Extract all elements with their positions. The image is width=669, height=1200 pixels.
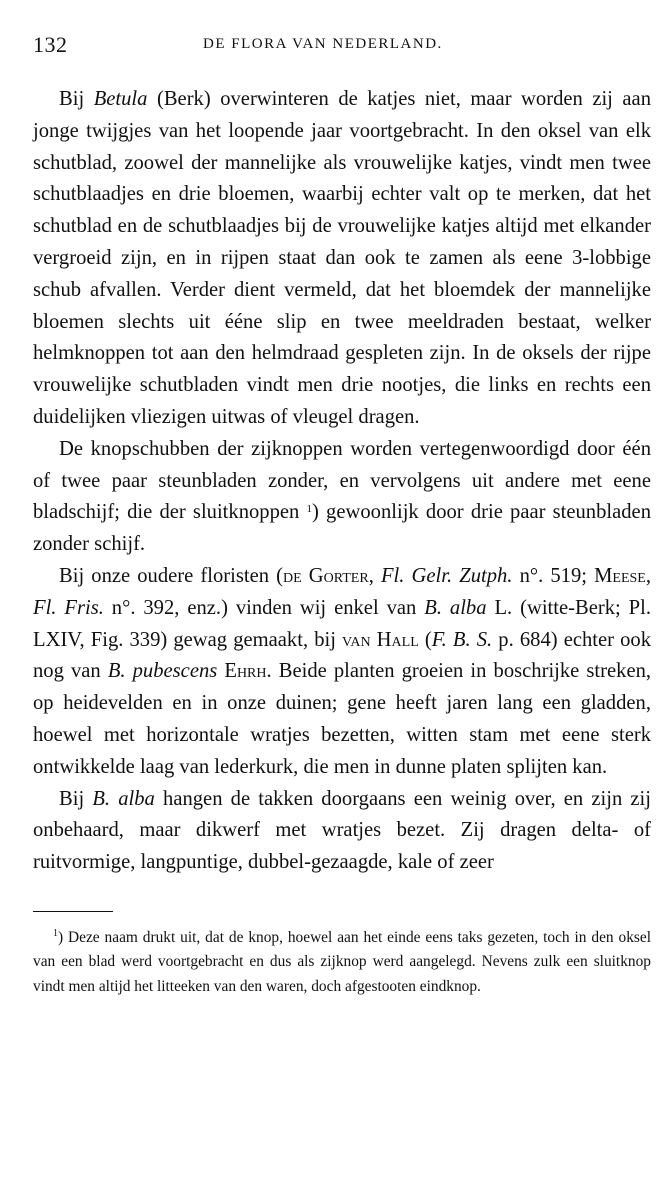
text-run: De knopschubben der zijknoppen worden vertegenwoordigd door één of twee paar steunbladen zonder, en vervolgens uit andere met eene bladschijf; die der sluitknoppen bbox=[33, 437, 651, 524]
work-title: Fl. Fris. bbox=[33, 596, 104, 619]
text-run: Bij bbox=[59, 787, 93, 810]
text-run: ( bbox=[418, 628, 432, 651]
text-run: L. (witte-Berk; Pl. LXIV, Fig. 339) gewag gemaakt, bij bbox=[33, 596, 651, 651]
footnote-divider bbox=[33, 911, 113, 912]
species-name: B. pubescens bbox=[107, 660, 218, 683]
paragraph-knopschubben bbox=[33, 434, 651, 561]
paragraph-floristen bbox=[33, 561, 651, 784]
footnote-marker: 1 bbox=[53, 927, 58, 939]
text-run: ) gewoonlijk door drie paar steunbladen zonder schijf. bbox=[33, 501, 651, 556]
species-name: B. alba bbox=[424, 596, 487, 619]
text-run: , bbox=[645, 564, 652, 587]
genus-name: Betula bbox=[93, 88, 148, 110]
body-text bbox=[33, 84, 651, 879]
page-header bbox=[33, 32, 651, 62]
work-title: F. B. S. bbox=[431, 628, 493, 651]
author-name: Meese bbox=[594, 564, 646, 587]
text-run: Beide planten groeien in boschrijke streken, op heidevelden en in onze duinen; gene heeft jaren lang een gladden, hoewel met horizontale wratjes bezetten, witten stam met eene sterk ontwikkelde laag van lederkurk, die men in dunne platen splijten kan. bbox=[33, 660, 652, 778]
work-title: Fl. Gelr. Zutph. bbox=[380, 564, 513, 587]
page-number: 132 bbox=[33, 32, 68, 57]
text-run: p. 684) echter ook nog van bbox=[33, 628, 651, 683]
author-prefix: de bbox=[283, 564, 302, 587]
text-run: n°. 392, enz.) vinden wij enkel van bbox=[103, 596, 425, 619]
text-run: Bij bbox=[59, 88, 94, 110]
footnote bbox=[33, 926, 651, 1000]
author-name: Gorter bbox=[301, 564, 369, 587]
author-name: Ehrh. bbox=[217, 660, 272, 683]
text-run: , bbox=[368, 564, 381, 587]
text-run: (Berk) overwinteren de katjes niet, maar worden zij aan jonge twijgjes van het loopende jaar voortgebracht. In den oksel van elk schutblad, zoowel der mannelijke als vrouwelijke katjes, vindt men twee schutblaadjes en drie bloemen, waarbij echter valt op te merken, dat het schutblad en de schutblaadjes bij de vrouwelijke katjes altijd met elkander vergroeid zijn, en in rijpen staat dan ook te zamen als eene 3-lobbige schub afvallen. Verder dient vermeld, dat het bloemdek der mannelijke bloemen slechts uit ééne slip en twee meeldraden bestaat, welker helmknoppen tot aan den helmdraad gespleten zijn. In de oksels der rijpe vrouwelijke schutbladen vindt men drie nootjes, die links en rechts een duidelijken vliezigen uitwas of vleugel dragen. bbox=[33, 88, 651, 428]
species-name: B. alba bbox=[92, 787, 155, 810]
paragraph-betula bbox=[33, 84, 651, 434]
text-run: n°. 519; bbox=[512, 564, 595, 587]
author-prefix: van bbox=[342, 628, 371, 651]
author-name: Hall bbox=[370, 628, 419, 651]
book-page bbox=[33, 32, 651, 999]
paragraph-balba bbox=[33, 784, 651, 879]
text-run: Bij onze oudere floristen ( bbox=[59, 564, 283, 587]
footnote-text: ) Deze naam drukt uit, dat de knop, hoewel aan het einde eens taks gezeten, toch in den oksel van een blad werd voortgebracht en dus als zijknop werd aangelegd. Nevens zulk een sluitknop vindt men altijd het litteeken van den waren, doch afgestooten eindknop. bbox=[33, 928, 651, 995]
running-head: DE FLORA VAN NEDERLAND. bbox=[203, 36, 443, 52]
text-run: hangen de takken doorgaans een weinig over, en zijn zij onbehaard, maar dikwerf met wratjes bezet. Zij dragen delta- of ruitvormige, langpuntige, dubbel-gezaagde, kale of zeer bbox=[33, 787, 651, 874]
footnote-reference: 1 bbox=[306, 503, 313, 516]
